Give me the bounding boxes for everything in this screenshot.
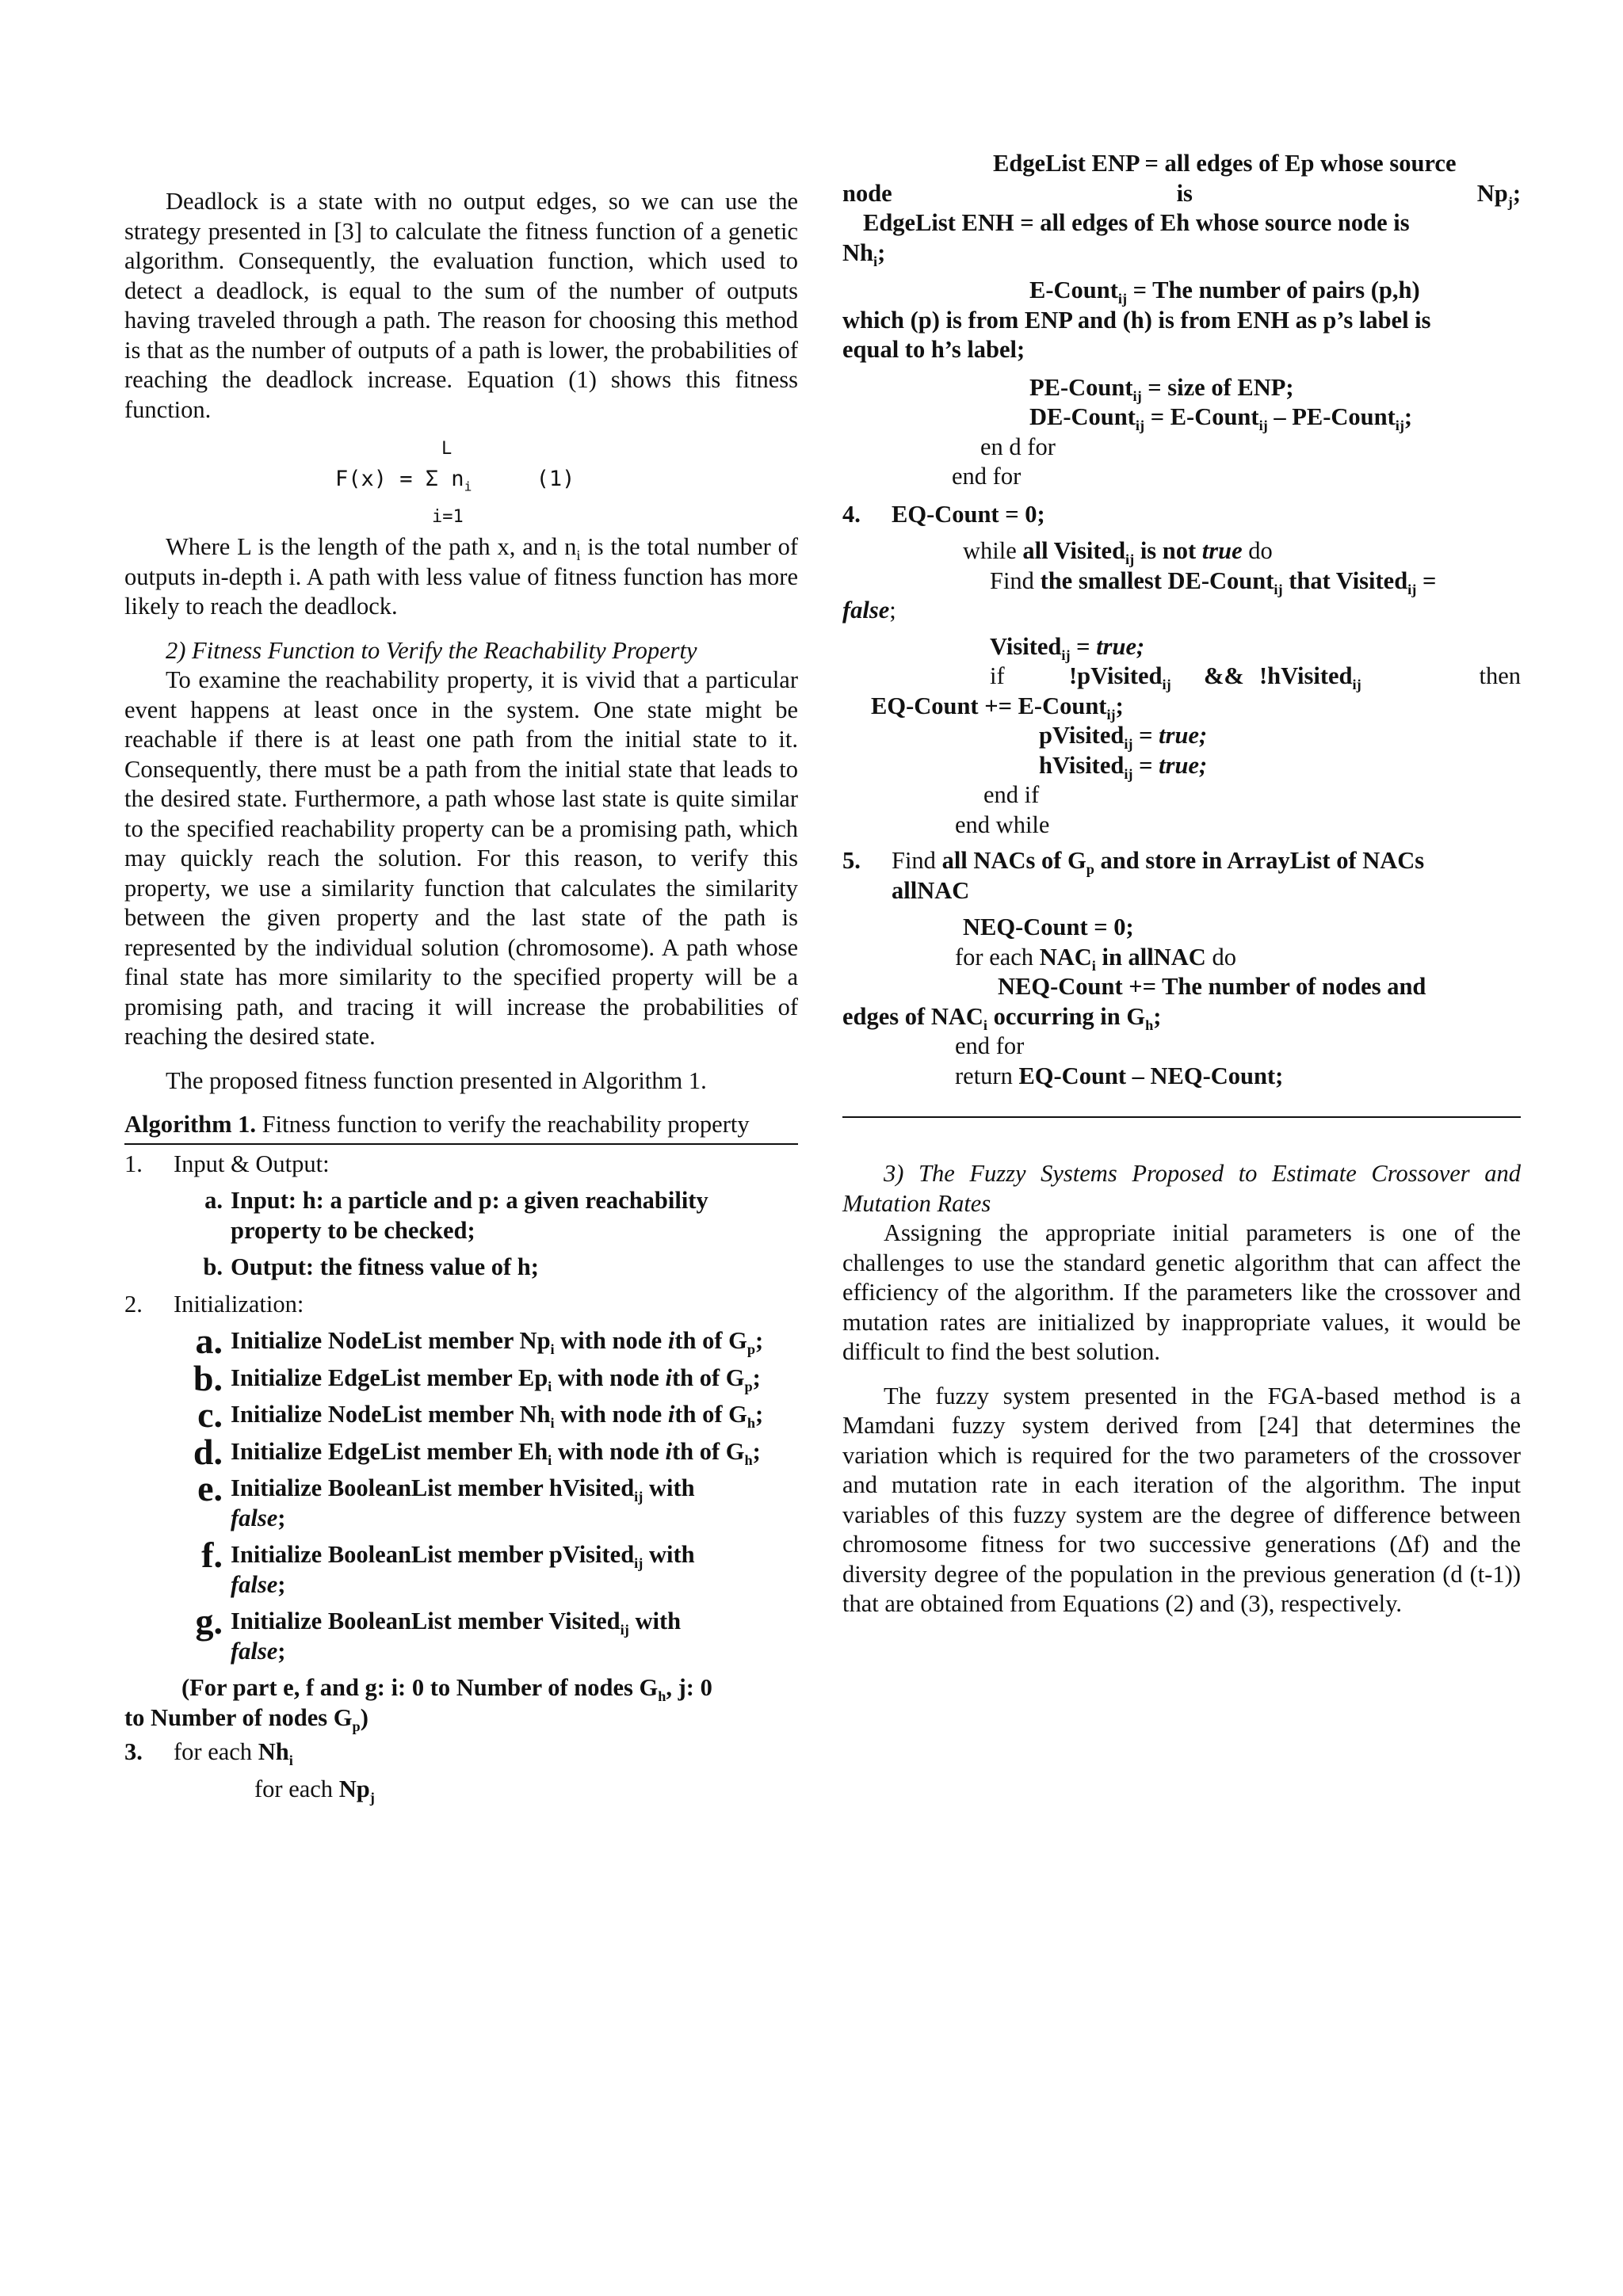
algo-line-find: Find the smallest DE-Count$_{ij}$ that Visited$_{ij}$ = (990, 566, 1437, 597)
algo-step-1b (172, 1253, 798, 1283)
init-text: Initialize EdgeList member $Ep_i$ with node ith of $G_p$; (231, 1363, 761, 1394)
equation-number: (1) (536, 467, 575, 491)
init-text: Initialize BooleanList member hVisited$_{ij}$ with false; (231, 1474, 695, 1531)
algorithm-top-rule (124, 1143, 798, 1145)
step-text: Find all NACs of $G_p$ and store in ArrayList of NACs allNAC (892, 847, 1425, 904)
step-letter: a. (204, 1187, 223, 1214)
algo-line-eqcount: EQ-Count += E-Count$_{ij}$; (871, 692, 1124, 723)
section-heading-3: 3) The Fuzzy Systems Proposed to Estimate Crossover and Mutation Rates (842, 1160, 1521, 1217)
init-e (172, 1468, 798, 1533)
algorithm-bottom-rule (842, 1116, 1521, 1118)
paragraph-fuzzy: The fuzzy system presented in the FGA-based method is a Mamdani fuzzy system derived from [24] that determines the variation which is required for the two parameters of the crossover and mutation rate in each iteration of the algorithm. The input variables of this fuzzy system are the degree of difference between chromosome fitness for two successive generations (Δf) and the diversity degree of the population in the previous generation (d (t-1)) that are obtained from Equations (2) and (3), respectively. (842, 1382, 1521, 1617)
algo-step-3-inner: for each $Np_j$ (254, 1775, 375, 1806)
init-letter: a. (195, 1321, 223, 1361)
where-text-1: Where L is the length of the path x, and n (166, 533, 577, 560)
algo-line-ecount-cont-1: which (p) is from ENP and (h) is from ENH as p’s label is (842, 306, 1431, 334)
algo-line-visited: Visited$_{ij}$ = true; (990, 632, 1145, 663)
algo-line-enh-cont: $Nh_i$; (842, 238, 886, 269)
algo-line-neq0: NEQ-Count = 0; (963, 913, 1134, 940)
step-number: 3. (124, 1738, 143, 1765)
init-f (172, 1535, 798, 1600)
paragraph-where (124, 532, 798, 622)
init-b (172, 1357, 798, 1398)
algo-line-hvisited: hVisited$_{ij}$ = true; (1039, 751, 1208, 782)
equation-1 (124, 425, 798, 532)
init-text: Initialize BooleanList member pVisited$_{ij}$ with false; (231, 1541, 695, 1598)
algo-line-ecount-cont-2: equal to h’s label; (842, 336, 1025, 363)
algo-line-foreach-nac: for each $NAC_i$ in allNAC do (955, 943, 1236, 974)
algo-line-enp: EdgeList ENP = all edges of Ep whose source (993, 150, 1457, 177)
algo-step-2 (124, 1290, 798, 1320)
algo-line-while: while all Visited$_{ij}$ is not true do (963, 537, 1273, 568)
init-text: Initialize EdgeList member $Eh_i$ with node ith of $G_h$; (231, 1437, 761, 1468)
algo-line-decount: DE-Count$_{ij}$ = E-Count$_{ij}$ – PE-Count$_{ij}$; (1029, 403, 1413, 434)
algo-line-enp-cont: node is $Np_j$; (842, 179, 1522, 210)
algo-line-endfor-inner: en d for (980, 433, 1056, 460)
equation-expression: F(x) = Σ n (335, 467, 464, 491)
step-text: Initialization: (174, 1290, 304, 1318)
step-text: Output: the fitness value of h; (231, 1253, 539, 1280)
algo-line-pecount: PE-Count$_{ij}$ = size of ENP; (1029, 373, 1294, 404)
right-column (842, 149, 1521, 1619)
init-letter: b. (193, 1357, 223, 1398)
init-c (172, 1394, 798, 1435)
step-text: Input & Output: (174, 1150, 330, 1177)
init-text: Initialize BooleanList member Visited$_{ij}$ with false; (231, 1608, 682, 1665)
where-text-2: is the total number of outputs in-depth i. A path with less value of fitness function has more likely to reach the deadlock. (124, 533, 798, 620)
algo-line-enh: EdgeList ENH = all edges of Eh whose source node is (863, 209, 1410, 236)
step-number: 2. (124, 1290, 143, 1318)
step-text: EQ-Count = 0; (892, 500, 1045, 528)
init-range-note: (For part e, f and g: i: 0 to Number of nodes $G_h$, j: 0 to Number of nodes $G_p$) (124, 1674, 712, 1734)
algo-line-find-cont: false; (842, 597, 896, 624)
paragraph-deadlock: Deadlock is a state with no output edges, so we can use the strategy presented in [3] to calculate the fitness function of a genetic algorithm. Consequently, the evaluation function, which used to detect a deadlock, is equal to the sum of the number of outputs having traveled through a path. The reason for choosing this method is that as the number of outputs of a path is lower, the probabilities of reaching the deadlock increase. Equation (1) shows this fitness function. (124, 188, 798, 423)
init-letter: e. (197, 1468, 223, 1508)
step-number: 5. (842, 847, 861, 874)
algo-step-3 (124, 1737, 798, 1768)
paragraph-reachability: To examine the reachability property, it is vivid that a particular event happens at least once in the system. One state might be reachable if there is at least one path from the initial state to it. Consequently, there must be a path from the initial state that leads to the desired state. Furthermore, a path whose last state is quite similar to the specified reachability property can be a promising path, which may quickly reach the solution. For this reason, to verify this property, we use a similarity function that calculates the similarity between the given property and the last state of the path is represented by the individual solution (chromosome). A path whose final state has more similarity to the specified property will be a promising path, and tracing it will increase the probabilities of reaching the desired state. (124, 666, 798, 1050)
equation-subscript: i (464, 479, 472, 494)
algo-step-4 (842, 500, 1521, 530)
init-a (172, 1321, 798, 1361)
init-letter: c. (197, 1394, 223, 1435)
algo-step-5 (842, 846, 1521, 906)
algo-line-endfor-outer: end for (952, 463, 1022, 490)
algorithm-caption (124, 1110, 798, 1140)
init-text: Initialize NodeList member $Nh_i$ with node ith of $G_h$; (231, 1401, 764, 1432)
algo-line-endif: end if (983, 781, 1040, 808)
step-number: 1. (124, 1150, 143, 1177)
algo-line-endfor-nac: end for (955, 1032, 1025, 1059)
where-subscript: i (576, 547, 581, 564)
paragraph-assign: Assigning the appropriate initial parameters is one of the challenges to use the standard genetic algorithm that can affect the efficiency of the algorithm. If the parameters like the crossover and mutation rates are initialized by inappropriate values, it would be difficult to find the best solution. (842, 1219, 1521, 1365)
step-number: 4. (842, 500, 861, 528)
equation-upper-limit: L (441, 439, 453, 459)
algo-step-1a (172, 1186, 798, 1245)
algo-line-if: if !pVisited$_{ij}$ && !hVisited$_{ij}$ then (990, 662, 1521, 693)
section-heading-2: 2) Fitness Function to Verify the Reachability Property (166, 636, 697, 664)
step-letter: b. (203, 1253, 223, 1280)
algo-line-neq-add-cont: edges of $NAC_i$ occurring in $G_h$; (842, 1002, 1162, 1033)
equation-lower-limit: i=1 (432, 507, 464, 527)
algorithm-caption-text: Fitness function to verify the reachability property (256, 1111, 750, 1138)
init-letter: g. (195, 1601, 223, 1642)
algo-line-neq-add: NEQ-Count += The number of nodes and (998, 973, 1426, 1000)
init-g (172, 1601, 798, 1666)
algo-line-return: return EQ-Count – NEQ-Count; (955, 1062, 1284, 1089)
algo-line-endwhile: end while (955, 810, 1050, 838)
left-column (124, 187, 798, 1804)
init-letter: f. (201, 1535, 223, 1575)
equation-body (335, 464, 575, 494)
init-letter: d. (193, 1431, 223, 1472)
init-d (172, 1431, 798, 1472)
algo-step-1 (124, 1150, 798, 1180)
algo-line-pvisited: pVisited$_{ij}$ = true; (1039, 722, 1208, 753)
step-text: for each $Nh_i$ (174, 1738, 293, 1769)
paragraph-proposed: The proposed fitness function presented in Algorithm 1. (166, 1066, 707, 1094)
algorithm-label: Algorithm 1. (124, 1111, 257, 1138)
step-text: Input: h: a particle and p: a given reachability property to be checked; (231, 1187, 708, 1244)
init-text: Initialize NodeList member $Np_i$ with node ith of $G_p$; (231, 1327, 764, 1358)
algo-line-ecount: E-Count$_{ij}$ = The number of pairs (p,h) (1029, 277, 1420, 307)
